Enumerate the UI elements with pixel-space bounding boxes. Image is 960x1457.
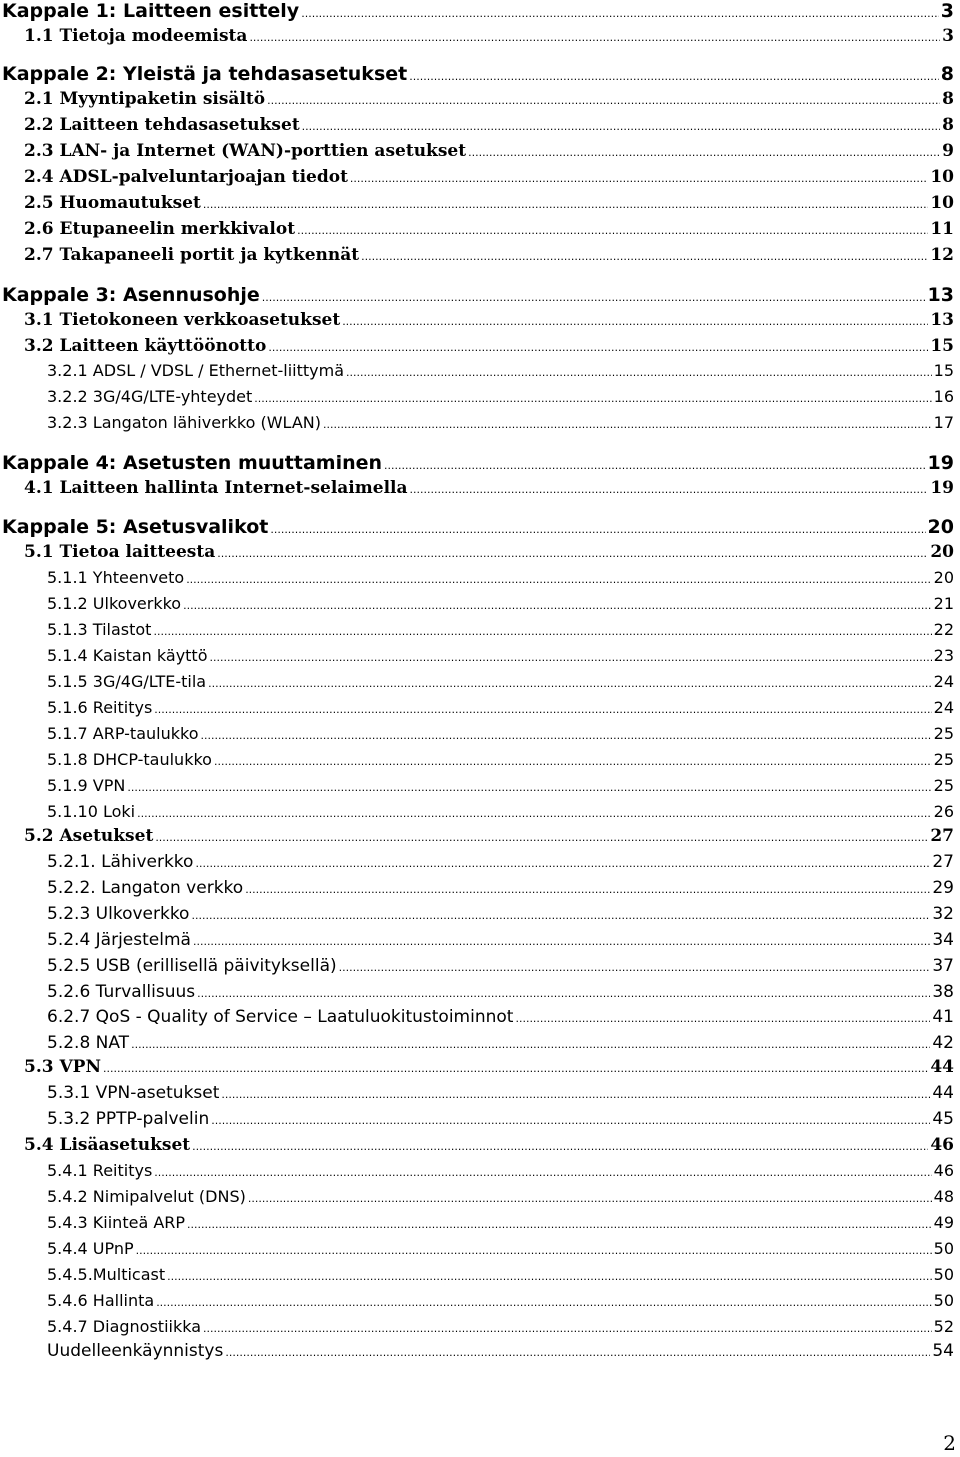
toc-entry-page: 29 — [932, 878, 954, 898]
toc-entry-title: 5.3 VPN — [24, 1057, 102, 1077]
toc-entry[interactable] — [2, 452, 954, 474]
toc-entry[interactable] — [47, 413, 954, 432]
dot-leader — [515, 1012, 930, 1025]
dot-leader — [192, 1140, 928, 1153]
dot-leader — [153, 625, 931, 638]
toc-entry-page: 3 — [942, 26, 954, 46]
toc-entry[interactable] — [47, 982, 954, 1002]
toc-entry-page: 10 — [930, 167, 954, 187]
toc-entry-title: 5.1.3 Tilastot — [47, 620, 152, 639]
toc-entry-title: 2.3 LAN- ja Internet (WAN)-porttien asetukset — [24, 141, 467, 161]
dot-leader — [167, 1270, 932, 1283]
toc-entry[interactable] — [2, 0, 954, 22]
toc-entry[interactable] — [2, 516, 954, 538]
toc-entry-page: 46 — [930, 1135, 954, 1155]
toc-entry-title: 3.2.3 Langaton lähiverkko (WLAN) — [47, 413, 321, 432]
toc-entry-page: 48 — [933, 1187, 954, 1206]
dot-leader — [339, 961, 931, 974]
dot-leader — [131, 1038, 930, 1051]
toc-entry[interactable] — [47, 698, 954, 717]
toc-entry[interactable] — [24, 478, 954, 498]
toc-entry[interactable] — [47, 1291, 954, 1310]
toc-entry-title: 5.2 Asetukset — [24, 826, 154, 846]
toc-entry-page: 27 — [932, 852, 954, 872]
toc-entry-page: 11 — [930, 219, 954, 239]
dot-leader — [254, 392, 931, 405]
toc-entry-title: 5.1 Tietoa laitteesta — [24, 542, 216, 562]
toc-entry[interactable] — [24, 542, 954, 562]
toc-entry-title: 2.7 Takapaneeli portit ja kytkennät — [24, 245, 360, 265]
toc-entry-page: 20 — [927, 516, 954, 538]
toc-entry[interactable] — [47, 802, 954, 821]
dot-leader — [268, 341, 928, 354]
toc-entry-title: 5.4.6 Hallinta — [47, 1291, 155, 1310]
toc-entry-page: 25 — [933, 724, 954, 743]
dot-leader — [225, 1346, 930, 1359]
toc-entry-title: 5.2.4 Järjestelmä — [47, 930, 191, 950]
toc-entry-page: 23 — [933, 646, 954, 665]
toc-entry-page: 19 — [930, 478, 954, 498]
dot-leader — [384, 459, 926, 472]
toc-entry[interactable] — [47, 1239, 954, 1258]
toc-entry[interactable] — [24, 245, 954, 265]
toc-entry[interactable] — [47, 852, 954, 872]
dot-leader — [297, 224, 928, 237]
toc-entry-title: 5.4.1 Reititys — [47, 1161, 153, 1180]
toc-entry-title: 5.2.2. Langaton verkko — [47, 878, 244, 898]
toc-entry-page: 24 — [933, 698, 954, 717]
toc-entry-title: 5.4.3 Kiinteä ARP — [47, 1213, 186, 1232]
toc-entry-title: 2.6 Etupaneelin merkkivalot — [24, 219, 296, 239]
dot-leader — [323, 418, 932, 431]
dot-leader — [361, 250, 928, 263]
toc-entry-page: 13 — [927, 284, 954, 306]
dot-leader — [211, 1114, 930, 1127]
toc-entry[interactable] — [47, 930, 954, 950]
toc-entry-page: 22 — [933, 620, 954, 639]
toc-entry-page: 52 — [933, 1317, 954, 1336]
toc-entry-title: 3.1 Tietokoneen verkkoasetukset — [24, 310, 341, 330]
toc-entry-title: 2.4 ADSL-palveluntarjoajan tiedot — [24, 167, 348, 187]
toc-entry-title: 3.2.1 ADSL / VDSL / Ethernet-liittymä — [47, 361, 345, 380]
toc-entry[interactable] — [47, 776, 954, 795]
toc-entry[interactable] — [47, 956, 954, 976]
toc-entry-title: Kappale 5: Asetusvalikot — [2, 516, 269, 538]
toc-entry[interactable] — [24, 310, 954, 330]
toc-entry-title: 5.2.1. Lähiverkko — [47, 852, 194, 872]
toc-entry-page: 25 — [933, 750, 954, 769]
dot-leader — [270, 523, 925, 536]
toc-entry[interactable] — [24, 89, 954, 109]
dot-leader — [409, 70, 939, 83]
toc-entry-title: 5.3.1 VPN-asetukset — [47, 1083, 220, 1103]
toc-entry-title: 5.4 Lisäasetukset — [24, 1135, 191, 1155]
toc-entry-page: 12 — [930, 245, 954, 265]
toc-entry[interactable] — [47, 361, 954, 380]
toc-entry-page: 45 — [932, 1109, 954, 1129]
toc-entry-title: 6.2.7 QoS - Quality of Service – Laatuluokitustoiminnot — [47, 1007, 514, 1027]
toc-entry-page: 49 — [933, 1213, 954, 1232]
toc-entry-page: 42 — [932, 1033, 954, 1053]
toc-entry[interactable] — [47, 646, 954, 665]
toc-entry-page: 3 — [940, 0, 954, 22]
toc-entry-title: 5.1.9 VPN — [47, 776, 126, 795]
dot-leader — [346, 366, 932, 379]
toc-entry[interactable] — [47, 1083, 954, 1103]
dot-leader — [262, 291, 926, 304]
toc-entry-title: Kappale 4: Asetusten muuttaminen — [2, 452, 383, 474]
toc-entry[interactable] — [24, 115, 954, 135]
toc-entry[interactable] — [47, 878, 954, 898]
toc-entry[interactable] — [24, 336, 954, 356]
dot-leader — [221, 1088, 930, 1101]
toc-entry-title: 5.1.6 Reititys — [47, 698, 153, 717]
toc-entry[interactable] — [47, 594, 954, 613]
toc-entry-title: 5.3.2 PPTP-palvelin — [47, 1109, 210, 1129]
toc-entry-title: Kappale 3: Asennusohje — [2, 284, 260, 306]
toc-entry[interactable] — [2, 284, 954, 306]
toc-entry-title: 5.1.2 Ulkoverkko — [47, 594, 182, 613]
toc-entry-title: 5.1.7 ARP-taulukko — [47, 724, 199, 743]
toc-entry-page: 24 — [933, 672, 954, 691]
toc-entry-page: 25 — [933, 776, 954, 795]
toc-entry-page: 44 — [930, 1057, 954, 1077]
toc-entry[interactable] — [2, 63, 954, 85]
toc-entry[interactable] — [47, 1213, 954, 1232]
toc-entry-title: 5.1.5 3G/4G/LTE-tila — [47, 672, 207, 691]
toc-entry-title: 5.1.8 DHCP-taulukko — [47, 750, 212, 769]
toc-entry-page: 8 — [942, 115, 954, 135]
page-number: 2 — [943, 1431, 956, 1455]
toc-entry-title: 2.2 Laitteen tehdasasetukset — [24, 115, 300, 135]
toc-entry[interactable] — [47, 1265, 954, 1284]
dot-leader — [154, 1166, 931, 1179]
dot-leader — [245, 883, 930, 896]
toc-entry[interactable] — [24, 141, 954, 161]
toc-entry-page: 41 — [932, 1007, 954, 1027]
toc-entry-page: 8 — [940, 63, 954, 85]
toc-entry-title: 5.1.4 Kaistan käyttö — [47, 646, 208, 665]
toc-entry-title: 5.4.5.Multicast — [47, 1265, 166, 1284]
toc-entry[interactable] — [24, 193, 954, 213]
toc-entry[interactable] — [47, 1341, 954, 1361]
dot-leader — [155, 831, 928, 844]
dot-leader — [248, 1192, 932, 1205]
toc-entry-title: 5.4.7 Diagnostiikka — [47, 1317, 202, 1336]
toc-entry-page: 50 — [933, 1265, 954, 1284]
toc-entry-title: 5.1.10 Loki — [47, 802, 136, 821]
toc-entry-title: 3.2 Laitteen käyttöönotto — [24, 336, 267, 356]
toc-entry[interactable] — [47, 568, 954, 587]
toc-entry[interactable] — [47, 1317, 954, 1336]
toc-entry[interactable] — [47, 387, 954, 406]
toc-entry-page: 50 — [933, 1239, 954, 1258]
toc-entry-title: 4.1 Laitteen hallinta Internet-selaimella — [24, 478, 408, 498]
toc-entry-title: 1.1 Tietoja modeemista — [24, 26, 248, 46]
toc-entry-page: 32 — [932, 904, 954, 924]
dot-leader — [203, 1322, 932, 1335]
dot-leader — [217, 547, 928, 560]
toc-entry-page: 26 — [933, 802, 954, 821]
toc-entry[interactable] — [47, 1161, 954, 1180]
toc-entry[interactable] — [24, 1135, 954, 1155]
dot-leader — [187, 1218, 932, 1231]
toc-entry-title: 5.2.8 NAT — [47, 1033, 130, 1053]
toc-entry-page: 54 — [932, 1341, 954, 1361]
toc-entry-page: 19 — [927, 452, 954, 474]
dot-leader — [183, 599, 932, 612]
dot-leader — [301, 7, 939, 20]
toc-entry-page: 13 — [930, 310, 954, 330]
toc-entry-page: 20 — [933, 568, 954, 587]
dot-leader — [137, 807, 932, 820]
dot-leader — [136, 1244, 932, 1257]
dot-leader — [197, 987, 930, 1000]
toc-entry-page: 15 — [930, 336, 954, 356]
toc-entry-title: Kappale 1: Laitteen esittely — [2, 0, 300, 22]
toc-entry[interactable] — [24, 167, 954, 187]
toc-entry-page: 10 — [930, 193, 954, 213]
dot-leader — [302, 120, 940, 133]
dot-leader — [156, 1296, 931, 1309]
dot-leader — [193, 935, 930, 948]
dot-leader — [208, 677, 932, 690]
toc-entry[interactable] — [47, 672, 954, 691]
toc-entry[interactable] — [47, 1187, 954, 1206]
toc-entry-page: 34 — [932, 930, 954, 950]
toc-entry-page: 44 — [932, 1083, 954, 1103]
toc-entry[interactable] — [24, 826, 954, 846]
toc-entry-title: 2.5 Huomautukset — [24, 193, 201, 213]
dot-leader — [410, 483, 929, 496]
toc-entry-title: 5.2.3 Ulkoverkko — [47, 904, 190, 924]
dot-leader — [214, 755, 932, 768]
dot-leader — [154, 703, 931, 716]
toc-entry-page: 27 — [930, 826, 954, 846]
toc-entry[interactable] — [24, 26, 954, 46]
toc-entry[interactable] — [24, 1057, 954, 1077]
dot-leader — [195, 857, 930, 870]
toc-entry[interactable] — [47, 724, 954, 743]
toc-entry-page: 17 — [933, 413, 954, 432]
toc-entry-title: 5.4.4 UPnP — [47, 1239, 134, 1258]
dot-leader — [267, 94, 940, 107]
toc-entry[interactable] — [47, 904, 954, 924]
toc-entry-title: Uudelleenkäynnistys — [47, 1341, 224, 1361]
dot-leader — [186, 573, 931, 586]
toc-entry-page: 37 — [932, 956, 954, 976]
toc-entry-title: 5.2.5 USB (erillisellä päivityksellä) — [47, 956, 337, 976]
dot-leader — [210, 651, 932, 664]
dot-leader — [249, 31, 940, 44]
toc-entry-title: 2.1 Myyntipaketin sisältö — [24, 89, 266, 109]
toc-entry-page: 38 — [932, 982, 954, 1002]
dot-leader — [350, 172, 928, 185]
toc-entry-title: Kappale 2: Yleistä ja tehdasasetukset — [2, 63, 408, 85]
toc-entry[interactable] — [47, 1033, 954, 1053]
toc-entry-page: 46 — [933, 1161, 954, 1180]
toc-entry-title: 5.4.2 Nimipalvelut (DNS) — [47, 1187, 246, 1206]
toc-entry-page: 50 — [933, 1291, 954, 1310]
toc-entry-page: 20 — [930, 542, 954, 562]
toc-entry[interactable] — [47, 620, 954, 639]
toc-entry[interactable] — [47, 750, 954, 769]
toc-entry-page: 9 — [942, 141, 954, 161]
toc-entry-page: 21 — [933, 594, 954, 613]
dot-leader — [103, 1062, 928, 1075]
dot-leader — [200, 729, 931, 742]
toc-entry-page: 8 — [942, 89, 954, 109]
toc-entry[interactable] — [24, 219, 954, 239]
toc-entry-title: 5.1.1 Yhteenveto — [47, 568, 185, 587]
dot-leader — [342, 315, 928, 328]
dot-leader — [203, 198, 928, 211]
toc-entry-title: 5.2.6 Turvallisuus — [47, 982, 196, 1002]
dot-leader — [191, 909, 930, 922]
toc-entry-page: 15 — [933, 361, 954, 380]
toc-entry[interactable] — [47, 1109, 954, 1129]
toc-entry-title: 3.2.2 3G/4G/LTE-yhteydet — [47, 387, 253, 406]
dot-leader — [127, 781, 931, 794]
dot-leader — [468, 146, 940, 159]
toc-entry[interactable] — [47, 1007, 954, 1027]
toc-entry-page: 16 — [933, 387, 954, 406]
